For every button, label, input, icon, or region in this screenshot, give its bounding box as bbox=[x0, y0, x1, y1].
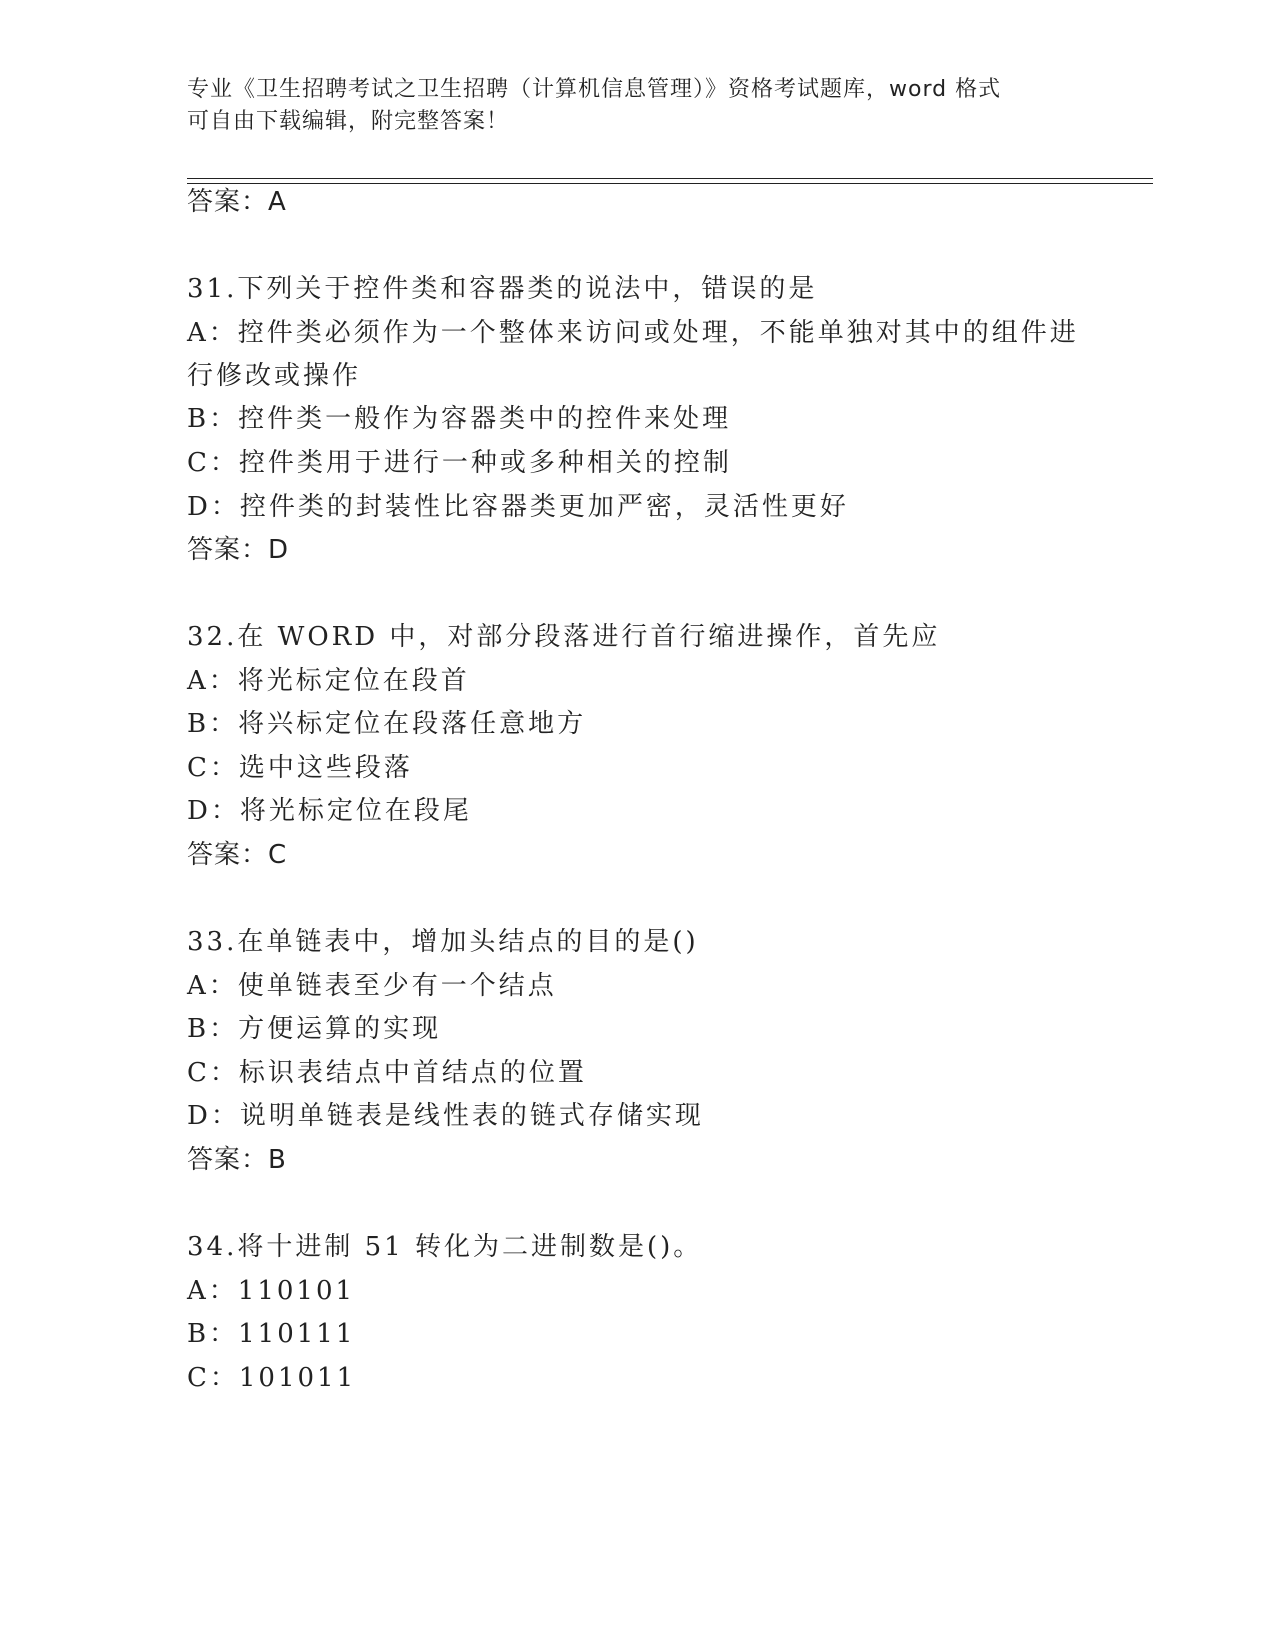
question-31-stem: 31.下列关于控件类和容器类的说法中，错误的是 bbox=[187, 274, 818, 304]
question-34-stem: 34.将十进制 51 转化为二进制数是()。 bbox=[187, 1232, 703, 1262]
question-33-answer: 答案：B bbox=[187, 1145, 287, 1175]
question-33-option-d: D：说明单链表是线性表的链式存储实现 bbox=[187, 1101, 704, 1131]
question-33-option-c: C：标识表结点中首结点的位置 bbox=[187, 1058, 587, 1088]
header-line-2: 可自由下载编辑，附完整答案！ bbox=[187, 109, 510, 134]
question-31-option-a-line1: A：控件类必须作为一个整体来访问或处理，不能单独对其中的组件进 bbox=[187, 318, 1079, 348]
question-34-option-a: A：110101 bbox=[187, 1276, 356, 1306]
question-32-option-a: A：将光标定位在段首 bbox=[187, 666, 470, 696]
question-32-option-c: C：选中这些段落 bbox=[187, 753, 413, 783]
document-header bbox=[187, 74, 1087, 138]
question-33-option-b: B：方便运算的实现 bbox=[187, 1014, 442, 1044]
question-33-stem: 33.在单链表中，增加头结点的目的是() bbox=[187, 927, 699, 957]
question-34-option-c: C：101011 bbox=[187, 1363, 357, 1393]
question-31-option-a-line2: 行修改或操作 bbox=[187, 361, 362, 391]
question-31-option-d: D：控件类的封装性比容器类更加严密，灵活性更好 bbox=[187, 492, 849, 522]
question-31-option-c: C：控件类用于进行一种或多种相关的控制 bbox=[187, 448, 732, 478]
question-31-answer: 答案：D bbox=[187, 535, 290, 565]
answer-prev: 答案：A bbox=[187, 187, 287, 217]
question-32-option-d: D：将光标定位在段尾 bbox=[187, 796, 472, 826]
question-32-stem: 32.在 WORD 中，对部分段落进行首行缩进操作，首先应 bbox=[187, 622, 941, 652]
header-rule-top bbox=[187, 178, 1153, 179]
header-line-1: 专业《卫生招聘考试之卫生招聘（计算机信息管理）》资格考试题库，word 格式 bbox=[187, 77, 1002, 102]
question-32-option-b: B：将兴标定位在段落任意地方 bbox=[187, 709, 587, 739]
question-32-answer: 答案：C bbox=[187, 840, 288, 870]
question-34-option-b: B：110111 bbox=[187, 1319, 356, 1349]
header-rule-bottom bbox=[187, 183, 1153, 184]
question-33-option-a: A：使单链表至少有一个结点 bbox=[187, 971, 557, 1001]
question-31-option-b: B：控件类一般作为容器类中的控件来处理 bbox=[187, 404, 732, 434]
